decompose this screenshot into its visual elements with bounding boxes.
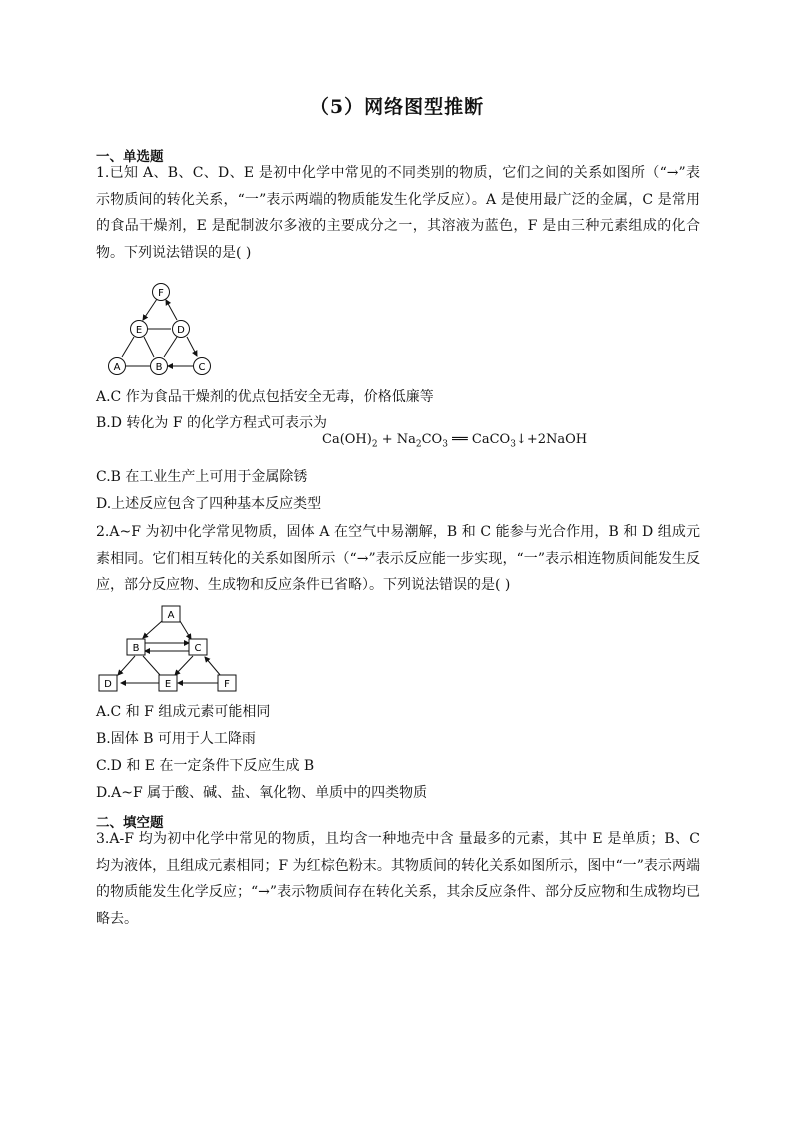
svg-text:F: F <box>224 679 230 690</box>
svg-text:F: F <box>158 288 164 299</box>
q1-node-D <box>173 321 190 338</box>
svg-text:E: E <box>164 679 172 690</box>
question-2-stem: 2.A~F 为初中化学常见物质，固体 A 在空气中易潮解，B 和 C 能参与光合作用，B 和 D 组成元素相同。它们相互转化的关系如图所示（“→”表示反应能一步实现，“一”表示相连物质间能发生反应，部分反应物、生成物和反应条件已省略）。下列说法错误的是( ) <box>96 524 700 593</box>
q2-node-C <box>189 639 207 655</box>
svg-text:E: E <box>135 325 143 336</box>
svg-text:D: D <box>104 679 112 690</box>
svg-text:B: B <box>155 362 163 373</box>
q1-node-B <box>151 358 168 375</box>
q1-option-d: D.上述反应包含了四种基本反应类型 <box>96 496 322 512</box>
q2-node-A <box>162 606 180 622</box>
q1-option-b: B.D 转化为 F 的化学方程式可表示为 <box>96 415 328 431</box>
svg-text:B: B <box>132 643 140 654</box>
q2-option-c: C.D 和 E 在一定条件下反应生成 B <box>96 758 315 774</box>
section-heading-single-choice: 一、单选题 <box>96 149 164 165</box>
question-2-network-diagram <box>96 604 242 694</box>
q2-node-D <box>99 675 117 691</box>
svg-text:C: C <box>198 362 206 373</box>
q1-node-A <box>109 358 126 375</box>
q1-option-c: C.B 在工业生产上可用于金属除锈 <box>96 469 308 485</box>
q2-node-E <box>159 675 177 691</box>
page-title: （5）网络图型推断 <box>309 96 485 118</box>
q2-option-d: D.A~F 属于酸、碱、盐、氧化物、单质中的四类物质 <box>96 785 428 801</box>
q2-node-F <box>218 675 236 691</box>
q2-option-a: A.C 和 F 组成元素可能相同 <box>96 704 271 720</box>
svg-text:A: A <box>113 362 121 373</box>
question-3-stem: 3.A-F 均为初中化学中常见的物质，且均含一种地壳中含 量最多的元素，其中 E 是单质；B、C 均为液体，且组成元素相同；F 为红棕色粉末。其物质间的转化关系如图所示，图中“一”表示两端的物质能发生化学反应；“→”表示物质间存在转化关系，其余反应条件、部分反应物和生成物均已略去。 <box>96 831 700 927</box>
q1-node-E <box>131 321 148 338</box>
q2-node-B <box>127 639 145 655</box>
q2-option-b: B.固体 B 可用于人工降雨 <box>96 731 256 747</box>
q1-node-F <box>153 284 170 301</box>
q1-chemical-equation: $Ca(OH)_2 + Na_2CO_3$ ══ CaCO$_3$↓+2NaOH <box>322 432 588 450</box>
q1-node-C <box>194 358 211 375</box>
svg-text:C: C <box>194 643 202 654</box>
q1-option-a: A.C 作为食品干燥剂的优点包括安全无毒，价格低廉等 <box>96 389 434 405</box>
svg-text:A: A <box>167 610 175 621</box>
question-1-network-diagram <box>100 280 220 380</box>
section-heading-fill-blank: 二、填空题 <box>96 815 164 831</box>
svg-text:D: D <box>177 325 185 336</box>
question-1-stem: 1.已知 A、B、C、D、E 是初中化学中常见的不同类别的物质，它们之间的关系如图所（“→”表示物质间的转化关系，“一”表示两端的物质能发生化学反应）。A 是使用最广泛的金属，C 是常用的食品干燥剂，E 是配制波尔多液的主要成分之一，其溶液为蓝色，F 是由三种元素组成的化合物。下列说法错误的是( ) <box>96 165 700 261</box>
